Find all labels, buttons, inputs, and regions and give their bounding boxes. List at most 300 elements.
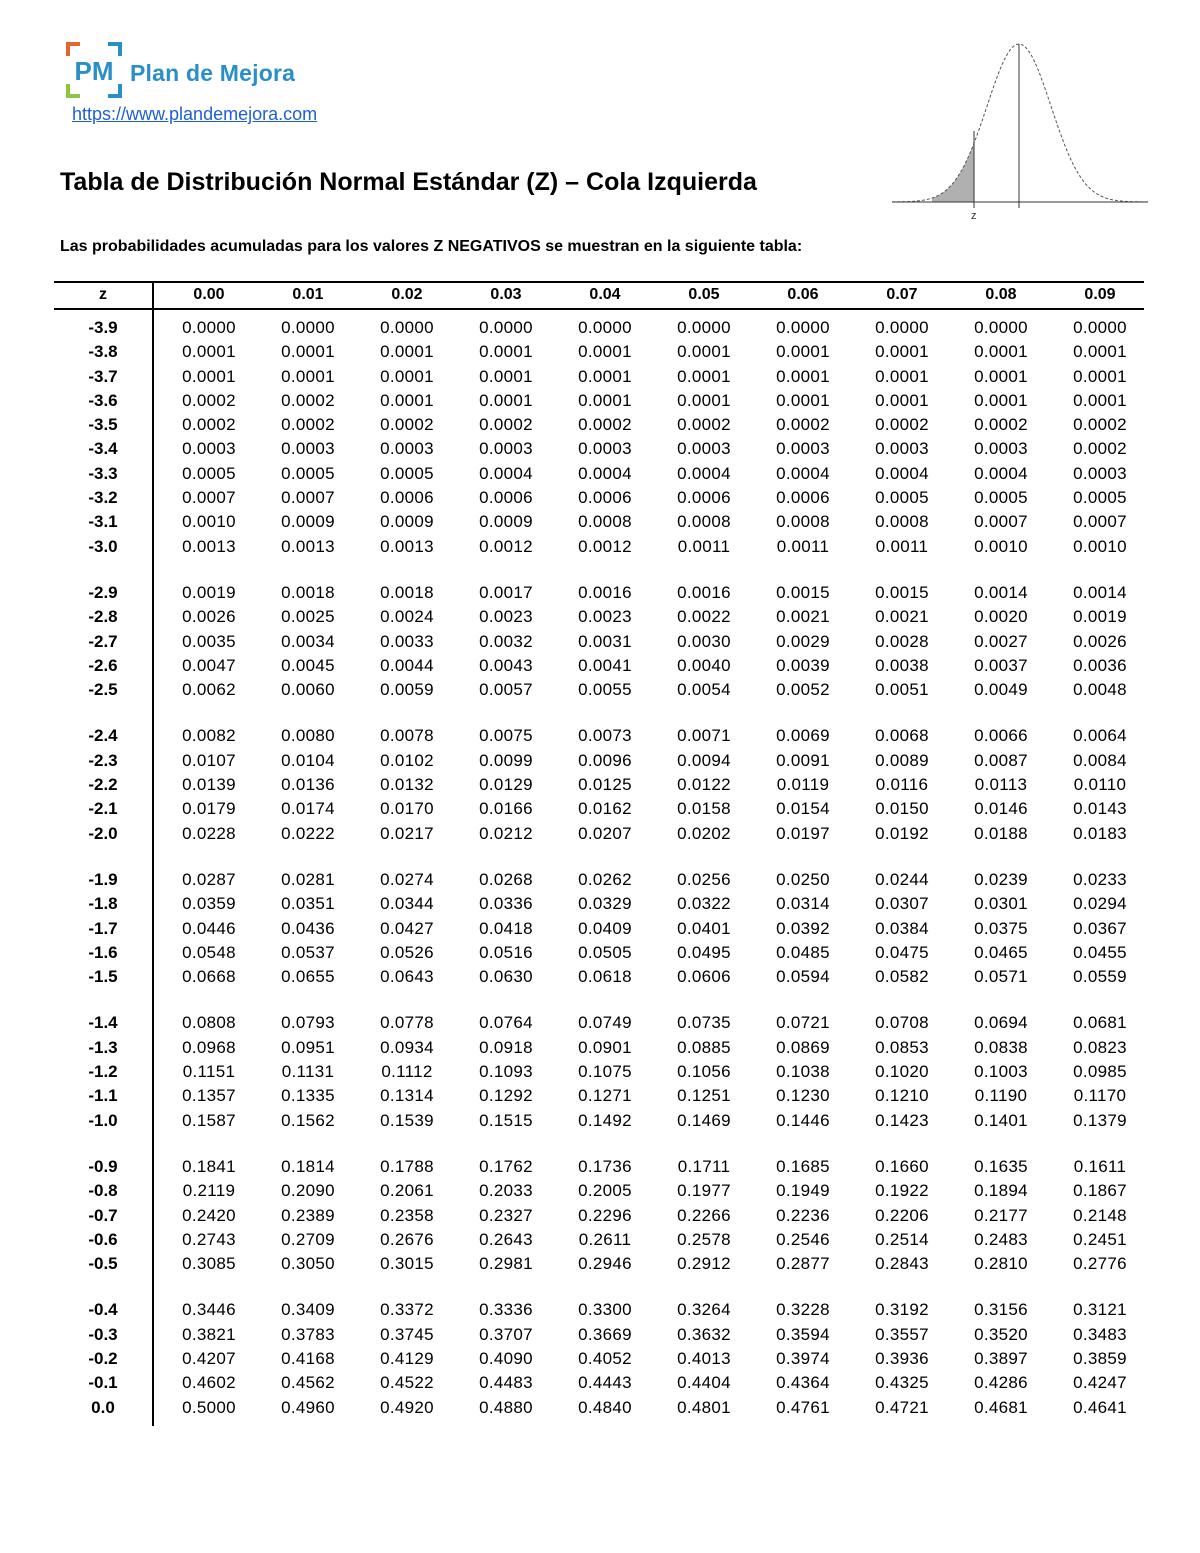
probability-cell: 0.0294 (1073, 894, 1127, 914)
probability-cell: 0.0082 (182, 726, 236, 746)
probability-cell: 0.3859 (1073, 1348, 1127, 1368)
probability-cell: 0.0002 (380, 415, 434, 435)
probability-cell: 0.0537 (281, 942, 335, 962)
probability-cell: 0.0495 (677, 942, 731, 962)
z-value: -3.2 (88, 488, 118, 508)
probability-cell: 0.0001 (479, 390, 533, 410)
probability-cell: 0.3897 (974, 1348, 1028, 1368)
probability-cell: 0.0013 (182, 536, 236, 556)
probability-cell: 0.0001 (578, 390, 632, 410)
header-col: 0.09 (1084, 286, 1116, 303)
probability-cell: 0.0051 (875, 680, 929, 700)
table-row (54, 629, 1144, 653)
table-row (54, 1251, 1144, 1275)
probability-cell: 0.0009 (281, 512, 335, 532)
probability-cell: 0.0188 (974, 823, 1028, 843)
probability-cell: 0.0183 (1073, 823, 1127, 843)
probability-cell: 0.2389 (281, 1205, 335, 1225)
probability-cell: 0.0007 (974, 512, 1028, 532)
probability-cell: 0.0018 (281, 582, 335, 602)
probability-cell: 0.0001 (875, 390, 929, 410)
probability-cell: 0.0122 (677, 775, 731, 795)
probability-cell: 0.0336 (479, 894, 533, 914)
probability-cell: 0.2643 (479, 1229, 533, 1249)
probability-cell: 0.0322 (677, 894, 731, 914)
probability-cell: 0.0084 (1073, 750, 1127, 770)
table-row (54, 1108, 1144, 1132)
probability-cell: 0.0048 (1073, 680, 1127, 700)
probability-cell: 0.0256 (677, 869, 731, 889)
row-group (54, 580, 1144, 701)
probability-cell: 0.0062 (182, 680, 236, 700)
probability-cell: 0.0001 (380, 366, 434, 386)
probability-cell: 0.2327 (479, 1205, 533, 1225)
table-row (54, 388, 1144, 412)
table-row (54, 1154, 1144, 1178)
z-value: -2.5 (88, 680, 118, 700)
probability-cell: 0.0287 (182, 869, 236, 889)
probability-cell: 0.0668 (182, 967, 236, 987)
probability-cell: 0.0099 (479, 750, 533, 770)
probability-cell: 0.0001 (974, 366, 1028, 386)
probability-cell: 0.2206 (875, 1205, 929, 1225)
probability-cell: 0.0001 (182, 342, 236, 362)
probability-cell: 0.0007 (281, 488, 335, 508)
probability-cell: 0.0003 (677, 439, 731, 459)
probability-cell: 0.0005 (380, 463, 434, 483)
z-value: -3.6 (88, 390, 118, 410)
probability-cell: 0.2451 (1073, 1229, 1127, 1249)
table-row (54, 796, 1144, 820)
probability-cell: 0.0869 (776, 1037, 830, 1057)
probability-cell: 0.4443 (578, 1373, 632, 1393)
z-value: -3.7 (88, 366, 118, 386)
probability-cell: 0.2090 (281, 1181, 335, 1201)
probability-cell: 0.0003 (281, 439, 335, 459)
probability-cell: 0.0594 (776, 967, 830, 987)
probability-cell: 0.0367 (1073, 918, 1127, 938)
probability-cell: 0.1230 (776, 1086, 830, 1106)
probability-cell: 0.0029 (776, 631, 830, 651)
probability-cell: 0.0001 (1073, 342, 1127, 362)
z-value: -2.7 (88, 631, 118, 651)
probability-cell: 0.0000 (776, 318, 830, 337)
probability-cell: 0.0000 (281, 318, 335, 337)
z-value: -3.4 (88, 439, 118, 459)
probability-cell: 0.0001 (182, 366, 236, 386)
probability-cell: 0.0089 (875, 750, 929, 770)
probability-cell: 0.0021 (875, 607, 929, 627)
probability-cell: 0.0001 (776, 366, 830, 386)
probability-cell: 0.4960 (281, 1397, 335, 1417)
probability-cell: 0.0034 (281, 631, 335, 651)
probability-cell: 0.0985 (1073, 1062, 1127, 1082)
probability-cell: 0.1446 (776, 1110, 830, 1130)
probability-cell: 0.0158 (677, 799, 731, 819)
probability-cell: 0.3264 (677, 1300, 731, 1320)
probability-cell: 0.1170 (1073, 1086, 1127, 1106)
probability-cell: 0.0003 (578, 439, 632, 459)
z-value: -1.9 (88, 869, 118, 889)
probability-cell: 0.0001 (677, 342, 731, 362)
probability-cell: 0.0281 (281, 869, 335, 889)
probability-cell: 0.1093 (479, 1062, 533, 1082)
probability-cell: 0.4286 (974, 1373, 1028, 1393)
row-group (54, 723, 1144, 844)
probability-cell: 0.0001 (1073, 390, 1127, 410)
probability-cell: 0.0004 (974, 463, 1028, 483)
probability-cell: 0.1151 (182, 1062, 236, 1082)
probability-cell: 0.0150 (875, 799, 929, 819)
probability-cell: 0.0016 (578, 582, 632, 602)
probability-cell: 0.0526 (380, 942, 434, 962)
probability-cell: 0.1867 (1073, 1181, 1127, 1201)
probability-cell: 0.1660 (875, 1156, 929, 1176)
probability-cell: 0.0020 (974, 607, 1028, 627)
probability-cell: 0.1379 (1073, 1110, 1127, 1130)
probability-cell: 0.1314 (380, 1086, 434, 1106)
probability-cell: 0.3632 (677, 1324, 731, 1344)
probability-cell: 0.2981 (479, 1254, 533, 1274)
probability-cell: 0.0080 (281, 726, 335, 746)
probability-cell: 0.0170 (380, 799, 434, 819)
probability-cell: 0.0197 (776, 823, 830, 843)
probability-cell: 0.1762 (479, 1156, 533, 1176)
z-table-body (54, 310, 1144, 1419)
probability-cell: 0.0010 (1073, 536, 1127, 556)
probability-cell: 0.0037 (974, 655, 1028, 675)
probability-cell: 0.3409 (281, 1300, 335, 1320)
table-row (54, 485, 1144, 509)
probability-cell: 0.0107 (182, 750, 236, 770)
probability-cell: 0.0017 (479, 582, 533, 602)
probability-cell: 0.1271 (578, 1086, 632, 1106)
probability-cell: 0.0116 (875, 775, 929, 795)
probability-cell: 0.0001 (776, 342, 830, 362)
probability-cell: 0.3372 (380, 1300, 434, 1320)
probability-cell: 0.2611 (578, 1229, 632, 1249)
probability-cell: 0.1922 (875, 1181, 929, 1201)
probability-cell: 0.0059 (380, 680, 434, 700)
probability-cell: 0.0268 (479, 869, 533, 889)
probability-cell: 0.0901 (578, 1037, 632, 1057)
probability-cell: 0.3594 (776, 1324, 830, 1344)
probability-cell: 0.1469 (677, 1110, 731, 1130)
probability-cell: 0.0014 (1073, 582, 1127, 602)
probability-cell: 0.4602 (182, 1373, 236, 1393)
probability-cell: 0.0618 (578, 967, 632, 987)
website-link[interactable]: https://www.plandemejora.com (72, 104, 318, 124)
probability-cell: 0.0041 (578, 655, 632, 675)
probability-cell: 0.1003 (974, 1062, 1028, 1082)
probability-cell: 0.0307 (875, 894, 929, 914)
probability-cell: 0.4247 (1073, 1373, 1127, 1393)
probability-cell: 0.0003 (974, 439, 1028, 459)
probability-cell: 0.0091 (776, 750, 830, 770)
probability-cell: 0.0002 (974, 415, 1028, 435)
probability-cell: 0.0002 (1073, 439, 1127, 459)
probability-cell: 0.0179 (182, 799, 236, 819)
probability-cell: 0.0643 (380, 967, 434, 987)
probability-cell: 0.0002 (578, 415, 632, 435)
table-row (54, 534, 1144, 558)
probability-cell: 0.0001 (380, 342, 434, 362)
probability-cell: 0.0384 (875, 918, 929, 938)
probability-cell: 0.0027 (974, 631, 1028, 651)
probability-cell: 0.0000 (380, 318, 434, 337)
probability-cell: 0.1894 (974, 1181, 1028, 1201)
z-value: -1.0 (88, 1110, 118, 1130)
probability-cell: 0.0119 (776, 775, 830, 795)
table-row (54, 940, 1144, 964)
probability-cell: 0.4325 (875, 1373, 929, 1393)
table-row (54, 1010, 1144, 1034)
probability-cell: 0.3974 (776, 1348, 830, 1368)
z-value: -1.5 (88, 967, 118, 987)
probability-cell: 0.0681 (1073, 1013, 1127, 1033)
probability-cell: 0.0146 (974, 799, 1028, 819)
probability-cell: 0.0057 (479, 680, 533, 700)
probability-cell: 0.0132 (380, 775, 434, 795)
probability-cell: 0.0409 (578, 918, 632, 938)
table-row (54, 412, 1144, 436)
probability-cell: 0.1711 (677, 1156, 731, 1176)
probability-cell: 0.0174 (281, 799, 335, 819)
row-group (54, 1154, 1144, 1275)
table-row (54, 1178, 1144, 1202)
probability-cell: 0.2358 (380, 1205, 434, 1225)
table-row (54, 772, 1144, 796)
probability-cell: 0.0000 (677, 318, 731, 337)
probability-cell: 0.0009 (380, 512, 434, 532)
probability-cell: 0.1112 (381, 1062, 433, 1082)
header-col: 0.05 (688, 286, 720, 303)
probability-cell: 0.0329 (578, 894, 632, 914)
header-col: 0.08 (985, 286, 1017, 303)
probability-cell: 0.0582 (875, 967, 929, 987)
probability-cell: 0.0222 (281, 823, 335, 843)
probability-cell: 0.0244 (875, 869, 929, 889)
probability-cell: 0.0571 (974, 967, 1028, 987)
z-value: -2.8 (88, 607, 118, 627)
probability-cell: 0.0060 (281, 680, 335, 700)
table-row (54, 1059, 1144, 1083)
probability-cell: 0.0359 (182, 894, 236, 914)
probability-cell: 0.0162 (578, 799, 632, 819)
header-col: 0.07 (886, 286, 918, 303)
probability-cell: 0.3336 (479, 1300, 533, 1320)
probability-cell: 0.1492 (578, 1110, 632, 1130)
probability-cell: 0.0019 (1073, 607, 1127, 627)
probability-cell: 0.0154 (776, 799, 830, 819)
probability-cell: 0.2148 (1073, 1205, 1127, 1225)
probability-cell: 0.0212 (479, 823, 533, 843)
probability-cell: 0.1736 (578, 1156, 632, 1176)
probability-cell: 0.3121 (1073, 1300, 1127, 1320)
probability-cell: 0.0003 (479, 439, 533, 459)
probability-cell: 0.0005 (182, 463, 236, 483)
probability-cell: 0.2483 (974, 1229, 1028, 1249)
probability-cell: 0.0033 (380, 631, 434, 651)
probability-cell: 0.0013 (380, 536, 434, 556)
table-row (54, 436, 1144, 460)
probability-cell: 0.1841 (182, 1156, 236, 1176)
probability-cell: 0.0004 (677, 463, 731, 483)
probability-cell: 0.0001 (677, 390, 731, 410)
probability-cell: 0.1075 (578, 1062, 632, 1082)
probability-cell: 0.0015 (776, 582, 830, 602)
probability-cell: 0.0064 (1073, 726, 1127, 746)
probability-cell: 0.0014 (974, 582, 1028, 602)
brand-logo (66, 42, 386, 102)
probability-cell: 0.0003 (776, 439, 830, 459)
probability-cell: 0.0071 (677, 726, 731, 746)
row-group (54, 1297, 1144, 1418)
z-value: -0.8 (88, 1181, 118, 1201)
header-col: 0.04 (589, 286, 621, 303)
probability-cell: 0.2236 (776, 1205, 830, 1225)
probability-cell: 0.4920 (380, 1397, 434, 1417)
probability-cell: 0.0032 (479, 631, 533, 651)
header-col: 0.00 (193, 286, 225, 303)
logo-mark-icon (66, 42, 122, 98)
z-value: -2.0 (88, 823, 118, 843)
normal-curve-line (892, 44, 1148, 202)
probability-cell: 0.4761 (776, 1397, 830, 1417)
probability-cell: 0.4880 (479, 1397, 533, 1417)
probability-cell: 0.0010 (974, 536, 1028, 556)
probability-cell: 0.0024 (380, 607, 434, 627)
probability-cell: 0.3520 (974, 1324, 1028, 1344)
probability-cell: 0.0446 (182, 918, 236, 938)
probability-cell: 0.0005 (974, 488, 1028, 508)
probability-cell: 0.1131 (281, 1062, 335, 1082)
probability-cell: 0.0606 (677, 967, 731, 987)
probability-cell: 0.0129 (479, 775, 533, 795)
table-row (54, 723, 1144, 747)
probability-cell: 0.3050 (281, 1254, 335, 1274)
probability-cell: 0.0001 (1073, 366, 1127, 386)
z-value: -0.6 (88, 1229, 118, 1249)
probability-cell: 0.0001 (776, 390, 830, 410)
probability-cell: 0.0823 (1073, 1037, 1127, 1057)
table-row (54, 1227, 1144, 1251)
probability-cell: 0.3483 (1073, 1324, 1127, 1344)
probability-cell: 0.0023 (479, 607, 533, 627)
probability-cell: 0.0004 (578, 463, 632, 483)
probability-cell: 0.0436 (281, 918, 335, 938)
table-row (54, 964, 1144, 988)
z-value: -3.1 (88, 512, 118, 532)
probability-cell: 0.0951 (281, 1037, 335, 1057)
probability-cell: 0.0228 (182, 823, 236, 843)
probability-cell: 0.0918 (479, 1037, 533, 1057)
probability-cell: 0.0250 (776, 869, 830, 889)
table-row (54, 1083, 1144, 1107)
probability-cell: 0.4404 (677, 1373, 731, 1393)
probability-cell: 0.0233 (1073, 869, 1127, 889)
probability-cell: 0.0075 (479, 726, 533, 746)
probability-cell: 0.0007 (182, 488, 236, 508)
probability-cell: 0.2546 (776, 1229, 830, 1249)
probability-cell: 0.0078 (380, 726, 434, 746)
probability-cell: 0.4090 (479, 1348, 533, 1368)
table-row (54, 677, 1144, 701)
probability-cell: 0.0006 (380, 488, 434, 508)
probability-cell: 0.0139 (182, 775, 236, 795)
probability-cell: 0.0001 (974, 390, 1028, 410)
z-value: 0.0 (91, 1397, 115, 1417)
probability-cell: 0.0239 (974, 869, 1028, 889)
z-value: -3.8 (88, 342, 118, 362)
probability-cell: 0.0427 (380, 918, 434, 938)
z-value: -0.2 (88, 1348, 118, 1368)
z-value: -1.3 (88, 1037, 118, 1057)
probability-cell: 0.1814 (281, 1156, 335, 1176)
probability-cell: 0.0002 (182, 390, 236, 410)
z-value: -0.5 (88, 1254, 118, 1274)
probability-cell: 0.0001 (380, 390, 434, 410)
probability-cell: 0.0018 (380, 582, 434, 602)
probability-cell: 0.4840 (578, 1397, 632, 1417)
probability-cell: 0.1562 (281, 1110, 335, 1130)
probability-cell: 0.0001 (974, 342, 1028, 362)
z-value: -0.7 (88, 1205, 118, 1225)
probability-cell: 0.0054 (677, 680, 731, 700)
table-row (54, 867, 1144, 891)
normal-curve-shaded-area (932, 143, 974, 202)
probability-cell: 0.0005 (875, 488, 929, 508)
probability-cell: 0.2946 (578, 1254, 632, 1274)
probability-cell: 0.0207 (578, 823, 632, 843)
probability-cell: 0.0392 (776, 918, 830, 938)
probability-cell: 0.0010 (182, 512, 236, 532)
probability-cell: 0.4168 (281, 1348, 335, 1368)
probability-cell: 0.3192 (875, 1300, 929, 1320)
probability-cell: 0.0001 (578, 342, 632, 362)
probability-cell: 0.1539 (380, 1110, 434, 1130)
probability-cell: 0.4207 (182, 1348, 236, 1368)
probability-cell: 0.0934 (380, 1037, 434, 1057)
probability-cell: 0.0344 (380, 894, 434, 914)
probability-cell: 0.0375 (974, 918, 1028, 938)
probability-cell: 0.3015 (380, 1254, 434, 1274)
probability-cell: 0.0002 (281, 390, 335, 410)
probability-cell: 0.0008 (677, 512, 731, 532)
probability-cell: 0.1685 (776, 1156, 830, 1176)
probability-cell: 0.0044 (380, 655, 434, 675)
probability-cell: 0.0217 (380, 823, 434, 843)
probability-cell: 0.0003 (182, 439, 236, 459)
probability-cell: 0.0001 (479, 342, 533, 362)
probability-cell: 0.0040 (677, 655, 731, 675)
probability-cell: 0.0002 (479, 415, 533, 435)
row-group (54, 1010, 1144, 1131)
probability-cell: 0.0001 (875, 366, 929, 386)
probability-cell: 0.2578 (677, 1229, 731, 1249)
table-row (54, 580, 1144, 604)
probability-cell: 0.0003 (380, 439, 434, 459)
table-row (54, 461, 1144, 485)
probability-cell: 0.0043 (479, 655, 533, 675)
probability-cell: 0.0001 (479, 366, 533, 386)
table-row (54, 1395, 1144, 1419)
probability-cell: 0.1251 (677, 1086, 731, 1106)
probability-cell: 0.1020 (875, 1062, 929, 1082)
table-description: Las probabilidades acumuladas para los valores Z NEGATIVOS se muestran en la siguiente tabla: (60, 238, 803, 255)
probability-cell: 0.0516 (479, 942, 533, 962)
probability-cell: 0.0073 (578, 726, 632, 746)
